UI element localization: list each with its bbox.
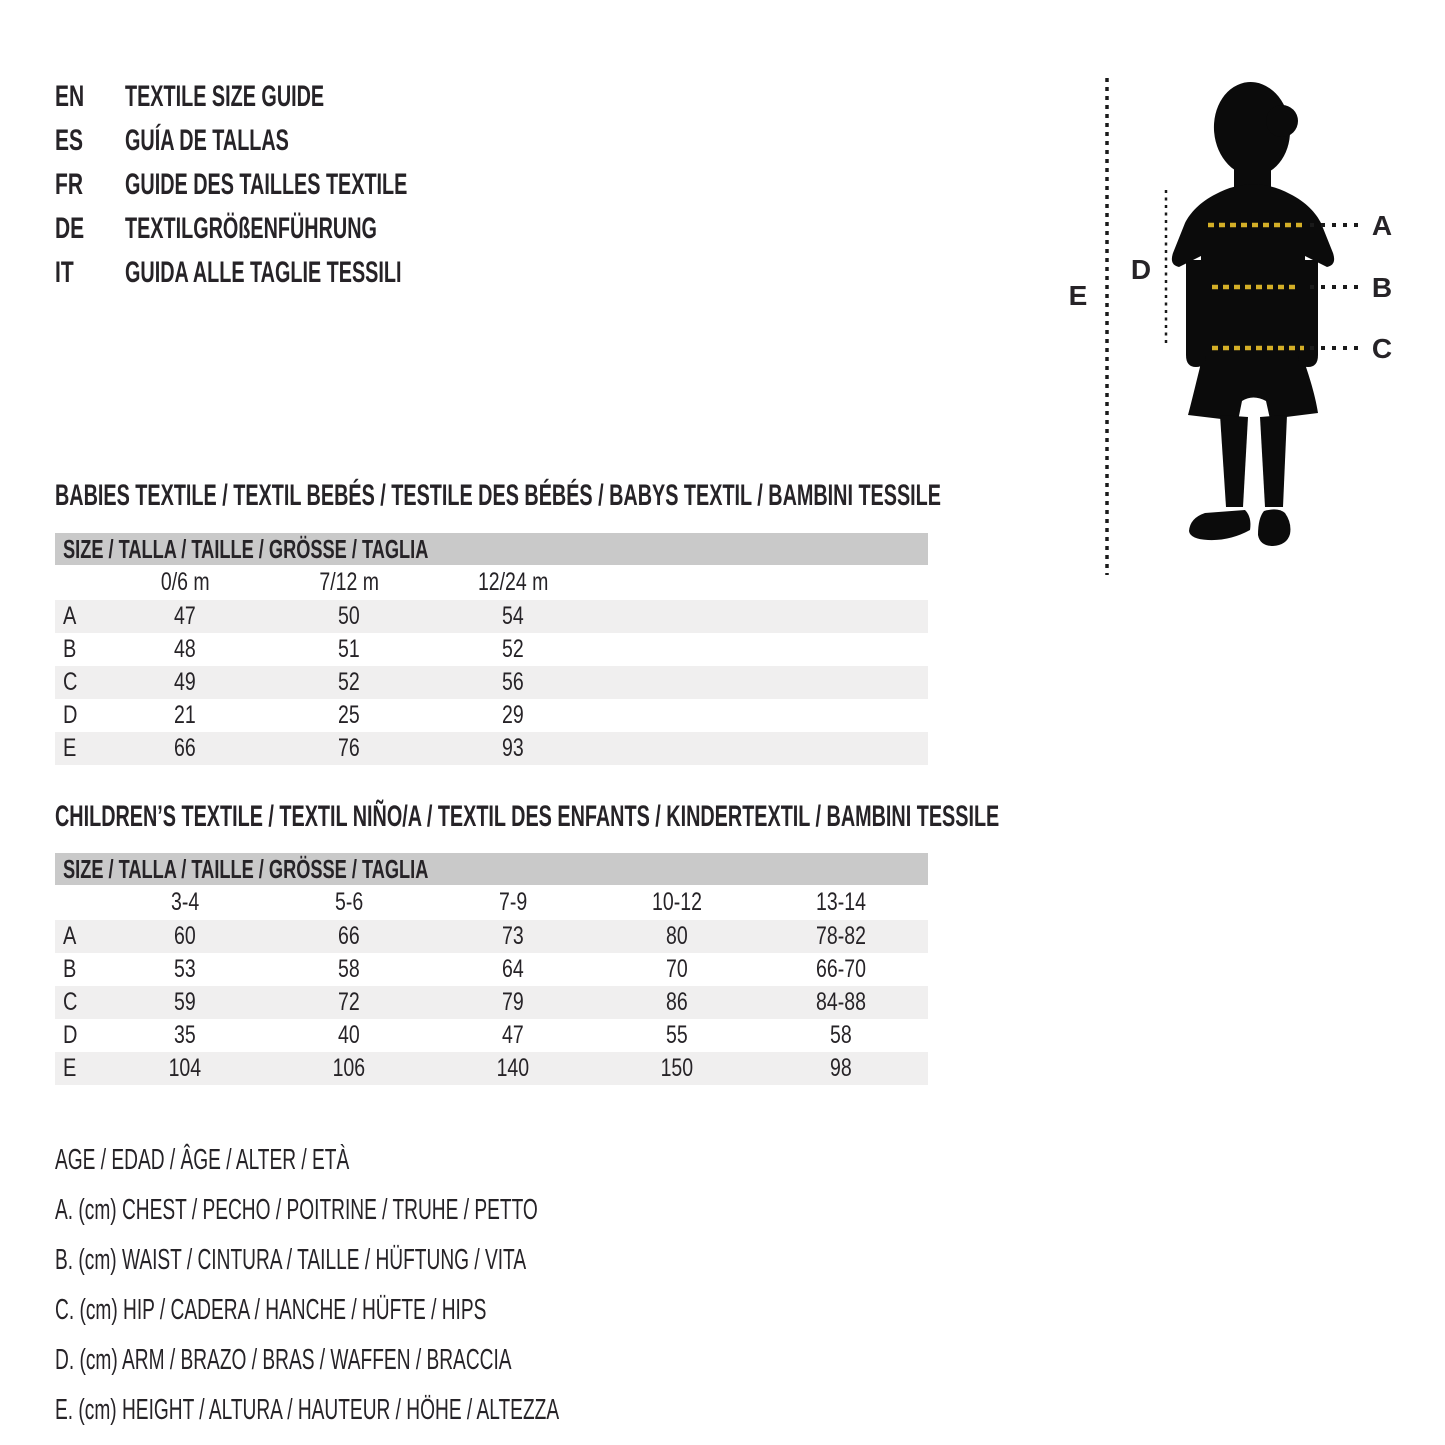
figure-label-a: A (1371, 210, 1393, 241)
guide-title-es: GUÍA DE TALLAS (125, 124, 289, 157)
cell: 76 (338, 734, 360, 762)
row-label: B (63, 635, 77, 663)
lang-row-fr (55, 163, 553, 207)
cell: 56 (502, 668, 524, 696)
lang-row-es (55, 119, 373, 163)
cell: 52 (338, 668, 360, 696)
cell: 53 (174, 955, 196, 983)
row-label: D (63, 701, 78, 729)
guide-title-fr: GUIDE DES TAILLES TEXTILE (125, 168, 408, 201)
cell: 21 (174, 701, 196, 729)
column-header: 0/6 m (160, 568, 210, 596)
cell: 35 (174, 1021, 196, 1049)
guide-title-de: TEXTILGRÖßENFÜHRUNG (125, 212, 377, 245)
cell: 50 (338, 602, 360, 630)
cell: 55 (666, 1021, 688, 1049)
guide-title-it: GUIDA ALLE TAGLIE TESSILI (125, 256, 402, 289)
measurement-figure (1040, 55, 1445, 600)
cell: 104 (168, 1054, 202, 1082)
cell: 79 (502, 988, 524, 1016)
column-header: 10-12 (652, 888, 702, 916)
cell: 98 (830, 1054, 852, 1082)
row-label: B (63, 955, 77, 983)
row-label: D (63, 1021, 78, 1049)
figure-label-e: E (1068, 280, 1088, 311)
cell: 86 (666, 988, 688, 1016)
row-label: A (63, 602, 77, 630)
legend-chest: A. (cm) CHEST / PECHO / POITRINE / TRUHE / PETTO (55, 1193, 538, 1226)
table-row (55, 953, 928, 986)
cell: 47 (502, 1021, 524, 1049)
lang-row-de (55, 207, 507, 251)
cell: 54 (502, 602, 524, 630)
cell: 84-88 (816, 988, 866, 1016)
table-row (55, 666, 928, 699)
cell: 60 (174, 922, 196, 950)
lang-code: ES (55, 124, 84, 157)
lang-row-it (55, 251, 544, 295)
children-column-headers (55, 885, 928, 920)
guide-title-en: TEXTILE SIZE GUIDE (125, 80, 325, 113)
legend-age: AGE / EDAD / ÂGE / ALTER / ETÀ (55, 1143, 350, 1176)
cell: 49 (174, 668, 196, 696)
column-header: 7/12 m (319, 568, 379, 596)
babies-size-header-bar: SIZE / TALLA / TAILLE / GRÖSSE / TAGLIA (55, 533, 928, 565)
table-row (55, 1019, 928, 1052)
lang-code: IT (55, 256, 74, 289)
table-row (55, 986, 928, 1019)
cell: 59 (174, 988, 196, 1016)
lang-row-en (55, 75, 427, 119)
table-row (55, 600, 928, 633)
row-label: E (63, 1054, 77, 1082)
cell: 73 (502, 922, 524, 950)
legend-arm: D. (cm) ARM / BRAZO / BRAS / WAFFEN / BRACCIA (55, 1343, 512, 1376)
cell: 140 (496, 1054, 530, 1082)
figure-label-c: C (1371, 333, 1393, 364)
table-row (55, 920, 928, 953)
lang-code: EN (55, 80, 85, 113)
table-row (55, 633, 928, 666)
cell: 70 (666, 955, 688, 983)
row-label: E (63, 734, 77, 762)
babies-section-title: BABIES TEXTILE / TEXTIL BEBÉS / TESTILE DES BÉBÉS / BABYS TEXTIL / BAMBINI TESSILE (55, 479, 941, 512)
column-header: 3-4 (170, 888, 200, 916)
cell: 48 (174, 635, 196, 663)
table-row (55, 732, 928, 765)
cell: 93 (502, 734, 524, 762)
cell: 64 (502, 955, 524, 983)
child-silhouette (1172, 79, 1334, 546)
figure-label-d: D (1130, 254, 1152, 285)
children-size-header-bar: SIZE / TALLA / TAILLE / GRÖSSE / TAGLIA (55, 853, 928, 885)
column-header: 12/24 m (477, 568, 549, 596)
babies-column-headers (55, 565, 928, 600)
children-size-table (55, 853, 928, 1085)
cell: 72 (338, 988, 360, 1016)
cell: 78-82 (816, 922, 866, 950)
row-label: C (63, 668, 78, 696)
cell: 25 (338, 701, 360, 729)
figure-label-b: B (1371, 272, 1393, 303)
cell: 66 (338, 922, 360, 950)
cell: 66-70 (816, 955, 866, 983)
babies-size-table (55, 533, 928, 765)
cell: 51 (338, 635, 360, 663)
cell: 47 (174, 602, 196, 630)
table-row (55, 699, 928, 732)
column-header: 13-14 (816, 888, 866, 916)
cell: 106 (332, 1054, 366, 1082)
row-label: A (63, 922, 77, 950)
cell: 80 (666, 922, 688, 950)
child-silhouette-diagram (1040, 55, 1445, 600)
column-header: 7-9 (498, 888, 528, 916)
cell: 150 (660, 1054, 694, 1082)
table-row (55, 1052, 928, 1085)
column-header: 5-6 (334, 888, 364, 916)
cell: 58 (830, 1021, 852, 1049)
cell: 29 (502, 701, 524, 729)
cell: 66 (174, 734, 196, 762)
lang-code: FR (55, 168, 83, 201)
legend-height: E. (cm) HEIGHT / ALTURA / HAUTEUR / HÖHE / ALTEZZA (55, 1393, 560, 1426)
children-section-title: CHILDREN’S TEXTILE / TEXTIL NIÑO/A / TEXTIL DES ENFANTS / KINDERTEXTIL / BAMBINI TESSILE (55, 800, 1000, 833)
cell: 40 (338, 1021, 360, 1049)
legend-waist: B. (cm) WAIST / CINTURA / TAILLE / HÜFTUNG / VITA (55, 1243, 527, 1276)
legend-hip: C. (cm) HIP / CADERA / HANCHE / HÜFTE / HIPS (55, 1293, 487, 1326)
cell: 58 (338, 955, 360, 983)
lang-code: DE (55, 212, 85, 245)
row-label: C (63, 988, 78, 1016)
cell: 52 (502, 635, 524, 663)
